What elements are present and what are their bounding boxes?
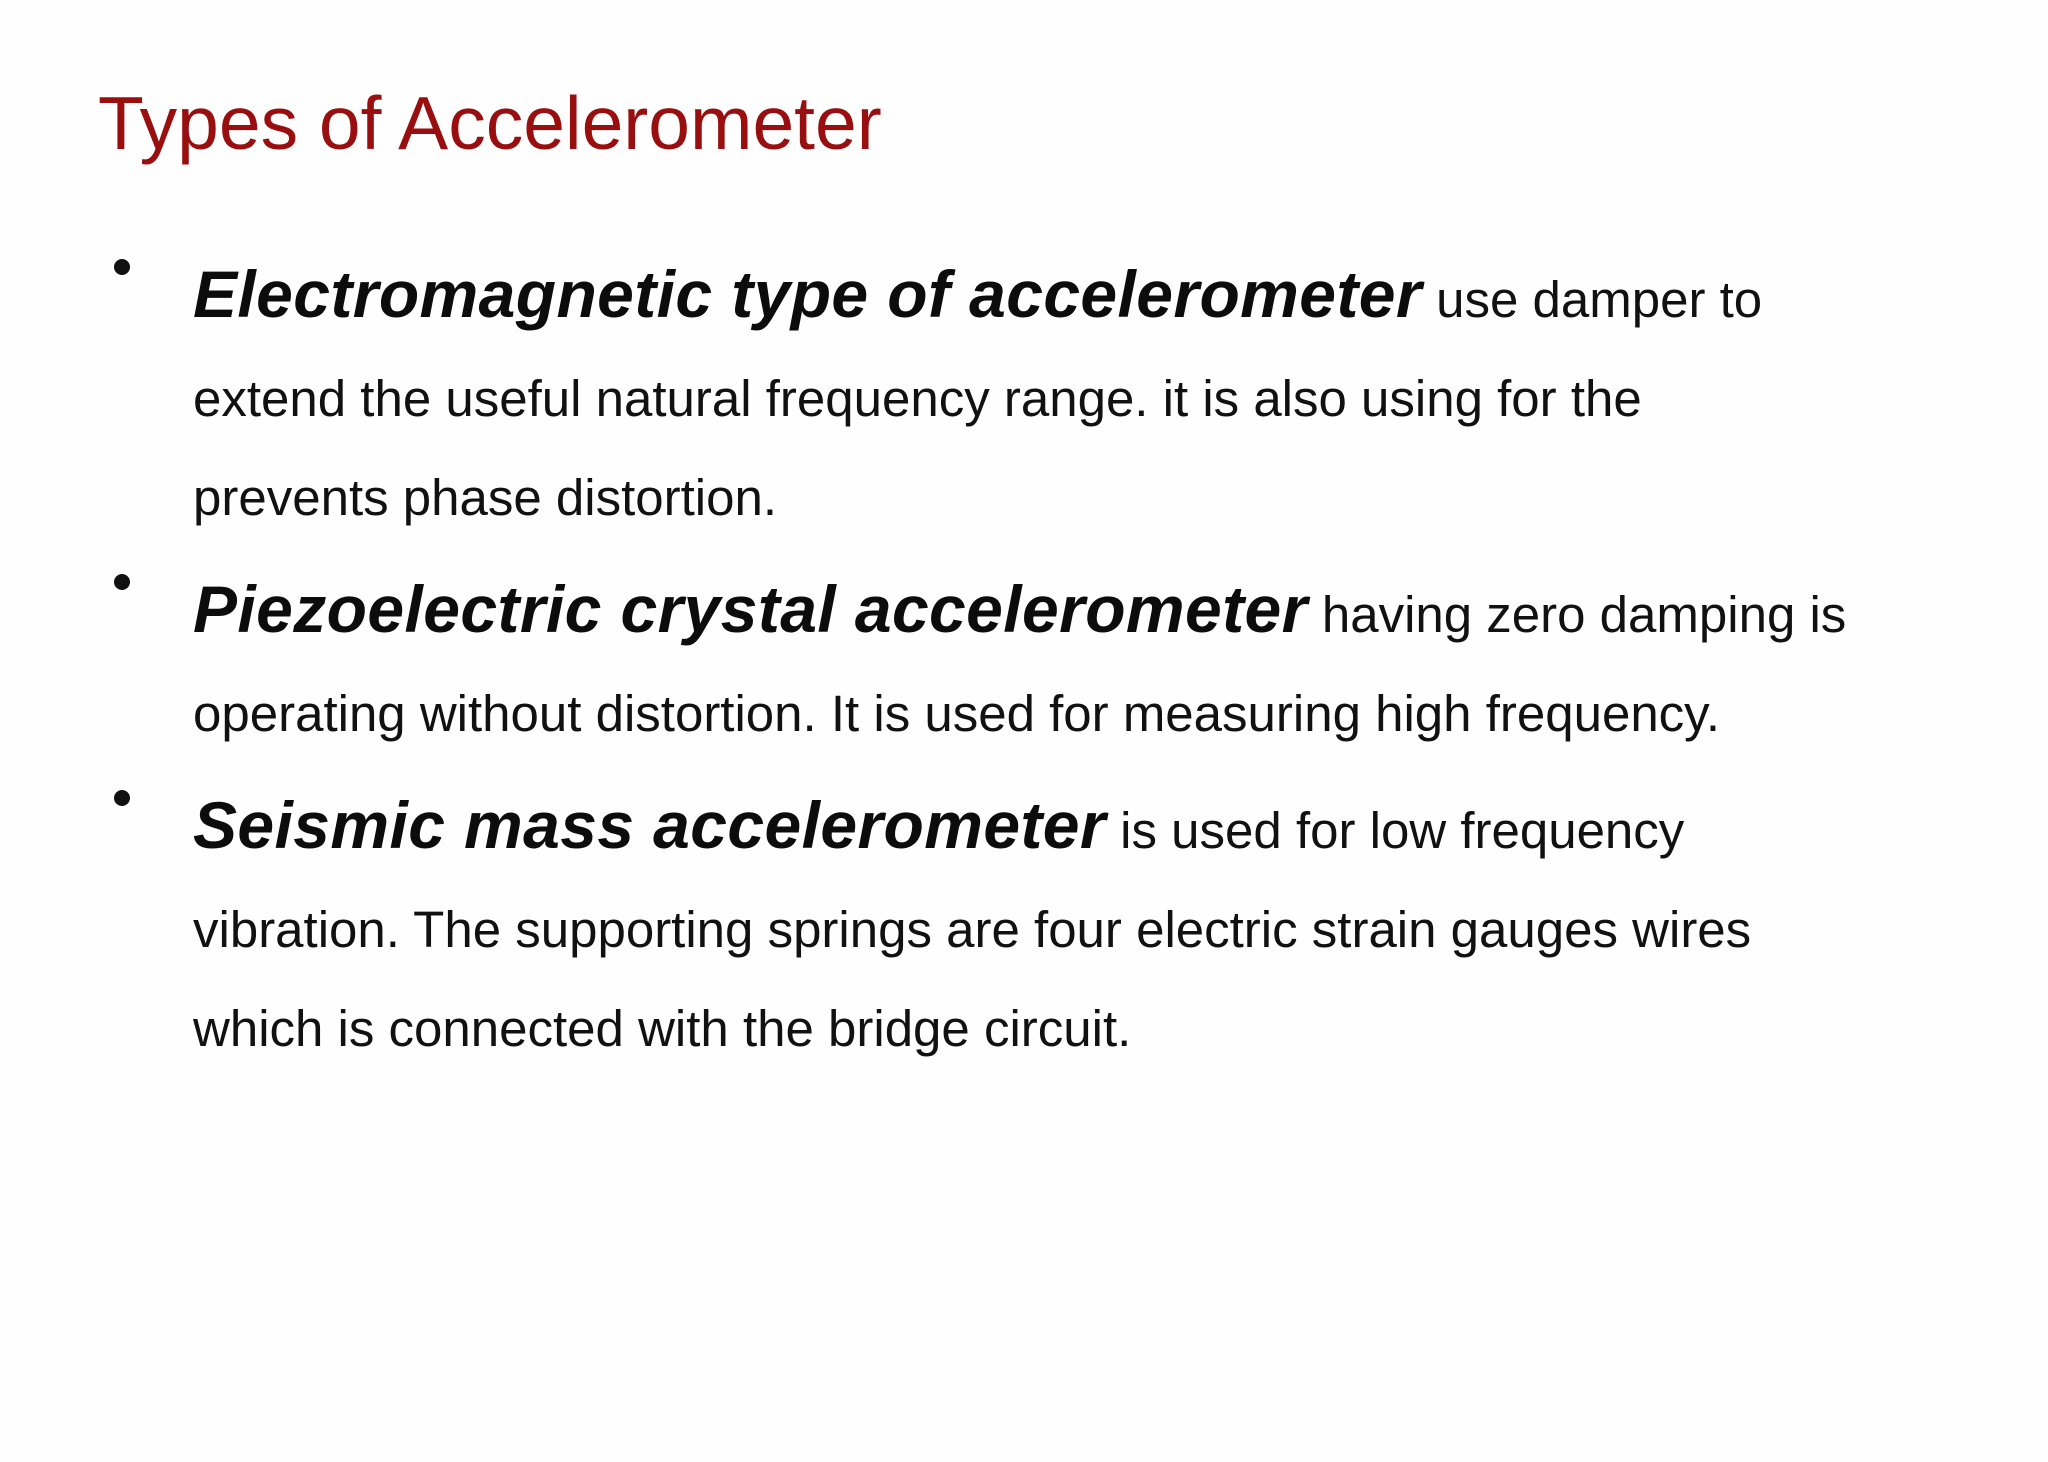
- bullet-text: [193, 245, 1893, 547]
- bullet-dot-icon: [114, 790, 130, 806]
- slide-title: Types of Accelerometer: [98, 81, 882, 165]
- bullet-line: [193, 776, 1893, 880]
- bullet-dot-icon: [114, 259, 130, 275]
- bullet-line: prevents phase distortion.: [193, 469, 778, 526]
- bullet-line: which is connected with the bridge circuit.: [193, 1000, 1132, 1057]
- bullet-term: Seismic mass accelerometer: [193, 788, 1107, 862]
- bullet-line-rest: having zero damping is: [1307, 586, 1847, 643]
- bullet-line: vibration. The supporting springs are four electric strain gauges wires: [193, 901, 1752, 958]
- bullet-line-rest: is used for low frequency: [1106, 802, 1685, 859]
- bullet-term: Piezoelectric crystal accelerometer: [193, 572, 1308, 646]
- bullet-line-rest: use damper to: [1421, 271, 1763, 328]
- bullet-dot-icon: [114, 574, 130, 590]
- bullet-term: Electromagnetic type of accelerometer: [193, 257, 1422, 331]
- bullet-line: [193, 560, 1893, 664]
- bullet-text: [193, 560, 1893, 763]
- bullet-line: operating without distortion. It is used for measuring high frequency.: [193, 685, 1721, 742]
- bullet-text: [193, 776, 1893, 1078]
- bullet-line: [193, 245, 1893, 349]
- bullet-line: extend the useful natural frequency range. it is also using for the: [193, 370, 1642, 427]
